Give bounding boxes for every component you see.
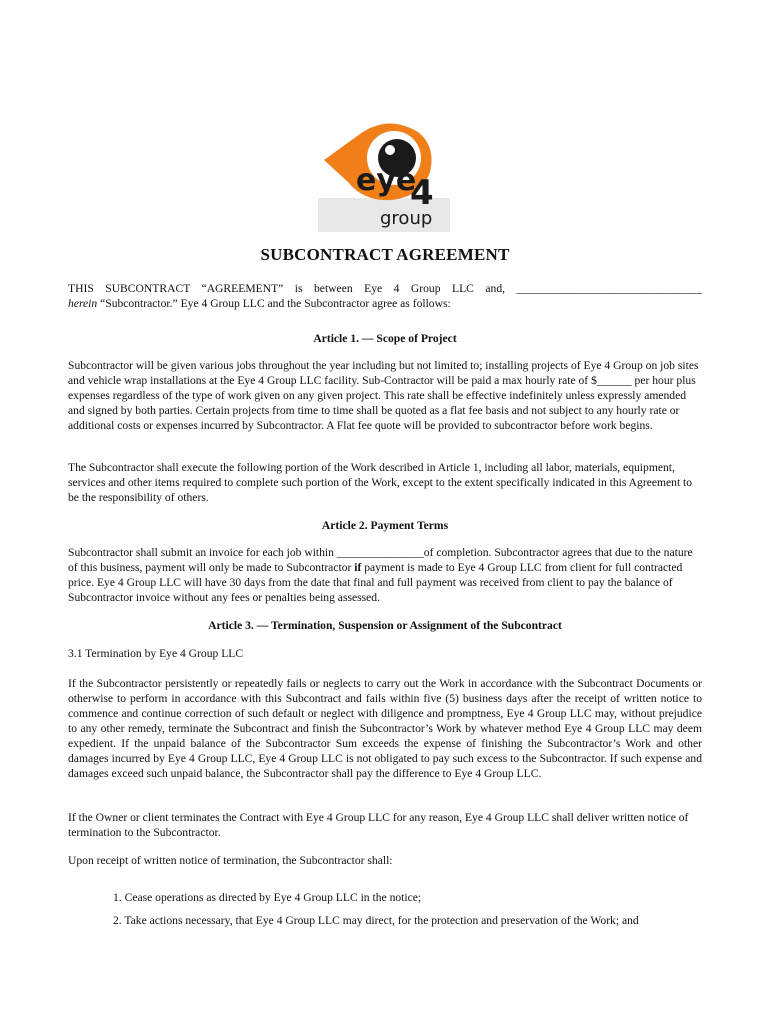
article2-text-a: Subcontractor shall submit an invoice for each job within _______________of completion. Subcontractor agrees that due to the nature of this business, payment will only be made to Subcontractor bbox=[68, 546, 693, 574]
list-item: 1. Cease operations as directed by Eye 4 Group LLC in the notice; bbox=[113, 891, 422, 904]
herein-italic: herein bbox=[68, 297, 98, 310]
section-3-1: 3.1 Termination by Eye 4 Group LLC bbox=[68, 647, 244, 660]
list-item: 2. Take actions necessary, that Eye 4 Group LLC may direct, for the protection and preservation of the Work; and bbox=[113, 914, 639, 927]
article2-text-b: payment is made to Eye 4 Group LLC from client for full contracted price. Eye 4 Group LLC will have 30 days from the date that final and full payment was received from client to pay the balance of Subcontractor invoice without any fees or penalties being assessed. bbox=[68, 561, 683, 604]
article2-if-bold: if bbox=[354, 561, 362, 574]
article3-heading: Article 3. — Termination, Suspension or Assignment of the Subcontract bbox=[208, 619, 562, 632]
article3-paragraph-3: Upon receipt of written notice of termination, the Subcontractor shall: bbox=[68, 854, 393, 867]
article2-paragraph bbox=[68, 545, 702, 605]
eye4-group-logo bbox=[318, 120, 450, 232]
article1-paragraph-1: Subcontractor will be given various jobs throughout the year including but not limited to; installing projects of Eye 4 Group on job sites and vehicle wrap installations at the Eye 4 Group LLC facility. Sub-Contractor will be paid a max hourly rate of $______ per hour plus expenses regardless of the type of work given on any given project. This rate shall be effective indefinitely unless expressly amended and signed by both parties. Certain projects from time to time shall be quoted as a flat fee basis and not subject to any hourly rate or additional costs or expenses incurred by Subcontractor. A Flat fee quote will be provided to subcontractor before work begins. bbox=[68, 359, 699, 432]
svg-text:eye: eye bbox=[356, 163, 417, 198]
intro-line-1: THIS SUBCONTRACT “AGREEMENT” is between Eye 4 Group LLC and, ________________________________ bbox=[68, 282, 702, 295]
intro-paragraph bbox=[68, 281, 702, 311]
article1-paragraph-2: The Subcontractor shall execute the following portion of the Work described in Article 1, including all labor, materials, equipment, services and other items required to complete such portion of the Work, except to the extent specifically indicated in this Agreement to be the responsibility of others. bbox=[68, 461, 693, 504]
document-title: SUBCONTRACT AGREEMENT bbox=[260, 245, 510, 264]
svg-text:4: 4 bbox=[410, 173, 434, 213]
intro-line-2-text: “Subcontractor.” Eye 4 Group LLC and the Subcontractor agree as follows: bbox=[97, 297, 451, 310]
article2-heading: Article 2. Payment Terms bbox=[321, 519, 449, 532]
article3-paragraph-2: If the Owner or client terminates the Contract with Eye 4 Group LLC for any reason, Eye 4 Group LLC shall deliver written notice of termination to the Subcontractor. bbox=[68, 811, 689, 839]
article1-heading: Article 1. — Scope of Project bbox=[313, 332, 457, 345]
intro-line-2 bbox=[68, 296, 702, 311]
svg-text:group: group bbox=[380, 208, 433, 229]
article3-paragraph-1: If the Subcontractor persistently or repeatedly fails or neglects to carry out the Work in accordance with the Subcontract Documents or otherwise to perform in accordance with this Subcontract and fails within five (5) business days after the receipt of written notice to commence and continue correction of such default or neglect with diligence and promptness, Eye 4 Group LLC may, without prejudice to any other remedy, terminate the Subcontract and finish the Subcontractor’s Work by whatever method Eye 4 Group LLC may deem expedient. If the unpaid balance of the Subcontractor Sum exceeds the expense of finishing the Subcontractor’s Work and other damages incurred by Eye 4 Group LLC, Eye 4 Group LLC is not obligated to pay such excess to the Subcontractor. If such expense and damages exceed such unpaid balance, the Subcontractor shall pay the difference to Eye 4 Group LLC. bbox=[68, 677, 702, 780]
